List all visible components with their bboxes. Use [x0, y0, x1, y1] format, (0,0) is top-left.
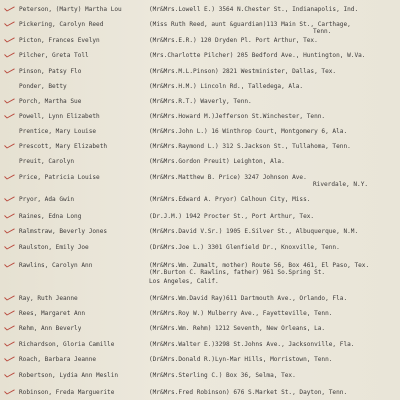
student-name: Rees, Margaret Ann [19, 310, 86, 317]
student-name: Ray, Ruth Jeanne [19, 295, 78, 302]
student-name: Preuit, Carolyn [19, 158, 75, 165]
check-mark-icon [4, 295, 15, 301]
check-mark-icon [4, 262, 15, 268]
address-line-1: (Mr&Mrs.David V.Sr.) 1905 E.Silver St., Albuquerque, N.M. [149, 228, 359, 235]
address-line-1: (Mr&Mrs.Wm.David Ray)611 Dartmouth Ave., Orlando, Fla. [149, 295, 348, 302]
parent-address [149, 52, 365, 59]
student-name: Peterson, (Marty) Martha Lou [19, 6, 122, 13]
student-name: Prescott, Mary Elizabeth [19, 143, 108, 150]
address-line-1: (Mr&Mrs.Raymond L.) 312 S.Jackson St., Tullahoma, Tenn. [149, 143, 351, 150]
address-line-1: (Mr&Mrs.Walter E.)3298 St.Johns Ave., Jacksonville, Fla. [149, 341, 355, 348]
parent-address [149, 244, 340, 251]
parent-address [149, 37, 318, 44]
parent-address [149, 325, 325, 332]
check-mark-icon [4, 174, 15, 180]
parent-address [149, 356, 332, 363]
parent-address [149, 158, 285, 165]
address-line-2: (Mr.Burton C. Rawlins, father) 961 So.Spring St. [149, 269, 326, 276]
student-name: Ralmstraw, Beverly Jones [19, 228, 108, 235]
address-line-1: (Dr.J.M.) 1942 Procter St., Port Arthur, Tex. [149, 213, 315, 220]
check-mark-icon [4, 113, 15, 119]
student-name: Pinson, Patsy Flo [19, 68, 82, 75]
student-name: Richardson, Gloria Camille [19, 341, 115, 348]
address-line-1: (Mrs.Charlotte Pilcher) 205 Bedford Ave., Huntington, W.Va. [149, 52, 366, 59]
check-mark-icon [4, 196, 15, 202]
parent-address [149, 228, 358, 235]
check-mark-icon [4, 389, 15, 395]
parent-address [149, 262, 369, 276]
student-name: Robinson, Freda Marguerite [19, 389, 115, 396]
parent-address [149, 310, 332, 317]
parent-address [149, 98, 252, 105]
student-name: Powell, Lynn Elizabeth [19, 113, 100, 120]
address-line-1: (Mr&Mrs.Wm. Rehm) 1212 Seventh, New Orleans, La. [149, 325, 326, 332]
address-line-1: (Mr&Mrs.Gordon Preuit) Leighton, Ala. [149, 158, 285, 165]
address-line-1: (Mr&Mrs.Edward A. Pryor) Calhoun City, Miss. [149, 196, 311, 203]
student-name: Pilcher, Greta Toll [19, 52, 89, 59]
address-line-1: (Mr&Mrs.Sterling C.) Box 36, Selma, Tex. [149, 372, 296, 379]
address-line-1: (Miss Ruth Reed, aunt &guardian)113 Main St., Carthage, [149, 21, 351, 28]
parent-address [149, 128, 347, 135]
parent-address [149, 278, 219, 285]
parent-address [149, 83, 303, 90]
address-line-2: Tenn. [313, 28, 332, 35]
parent-address [149, 213, 314, 220]
address-line-1: (Mr&Mrs.Roy W.) Mulberry Ave., Fayetteville, Tenn. [149, 310, 333, 317]
address-line-1: (Mr&Mrs.Matthew B. Price) 3247 Johnson Ave. [149, 174, 307, 181]
address-line-1: (Mr&Mrs.John L.) 16 Winthrop Court, Montgomery 6, Ala. [149, 128, 348, 135]
check-mark-icon [4, 68, 15, 74]
student-name: Rawlins, Carolyn Ann [19, 262, 93, 269]
parent-address [149, 341, 354, 348]
parent-address [149, 143, 351, 150]
check-mark-icon [4, 213, 15, 219]
student-name: Rehm, Ann Beverly [19, 325, 82, 332]
check-mark-icon [4, 228, 15, 234]
parent-address [149, 295, 347, 302]
student-name: Roach, Barbara Jeanne [19, 356, 97, 363]
parent-address [149, 68, 336, 75]
parent-address [149, 389, 347, 396]
address-line-1: (Mr&Mrs.M.L.Pinson) 2821 Westminister, Dallas, Tex. [149, 68, 337, 75]
parent-address [149, 21, 351, 35]
check-mark-icon [4, 244, 15, 250]
check-mark-icon [4, 98, 15, 104]
parent-address [149, 196, 310, 203]
address-line-1: (Mr&Mrs.H.M.) Lincoln Rd., Talledega, Ala. [149, 83, 304, 90]
check-mark-icon [4, 37, 15, 43]
check-mark-icon [4, 143, 15, 149]
address-line-1: (Mr&Mrs.Lowell E.) 3564 N.Chester St., Indianapolis, Ind. [149, 6, 359, 13]
student-name: Raulston, Emily Joe [19, 244, 89, 251]
address-line-1: (Mr&Mrs.Howard M.)Jefferson St.Winchester, Tenn. [149, 113, 326, 120]
check-mark-icon [4, 52, 15, 58]
student-name: Ponder, Betty [19, 83, 67, 90]
student-name: Porch, Martha Sue [19, 98, 82, 105]
check-mark-icon [4, 21, 15, 27]
student-name: Prentice, Mary Louise [19, 128, 97, 135]
address-line-1: (Mr&Mrs.E.R.) 120 Dryden Pl. Port Arthur, Tex. [149, 37, 318, 44]
address-line-1: (Mr&Mrs.R.T.) Waverly, Tenn. [149, 98, 252, 105]
check-mark-icon [4, 325, 15, 331]
address-line-2: Riverdale, N.Y. [313, 181, 369, 188]
parent-address [149, 372, 296, 379]
address-line-1: Los Angeles, Calif. [149, 278, 219, 285]
address-line-1: (Mr&Mrs.Wm. Zumalt, mother) Route 56, Box 461, El Paso, Tex. [149, 262, 370, 269]
student-name: Pryor, Ada Gwin [19, 196, 75, 203]
address-line-1: (Dr&Mrs.Donald R.)Lyn-Mar Hills, Morristown, Tenn. [149, 356, 333, 363]
check-mark-icon [4, 341, 15, 347]
parent-address [149, 113, 325, 120]
check-mark-icon [4, 356, 15, 362]
student-name: Picton, Frances Evelyn [19, 37, 100, 44]
check-mark-icon [4, 310, 15, 316]
check-mark-icon [4, 6, 15, 12]
check-mark-icon [4, 372, 15, 378]
parent-address [149, 6, 358, 13]
student-name: Price, Patricia Louise [19, 174, 100, 181]
student-name: Robertson, Lydia Ann Meslin [19, 372, 119, 379]
student-name: Raines, Edna Long [19, 213, 82, 220]
address-line-1: (Mr&Mrs.Fred Robinson) 676 S.Market St., Dayton, Tenn. [149, 389, 348, 396]
address-line-1: (Dr&Mrs.Joe L.) 3301 Glenfield Dr., Knoxville, Tenn. [149, 244, 340, 251]
student-name: Pickering, Carolyn Reed [19, 21, 104, 28]
parent-address [149, 174, 368, 188]
